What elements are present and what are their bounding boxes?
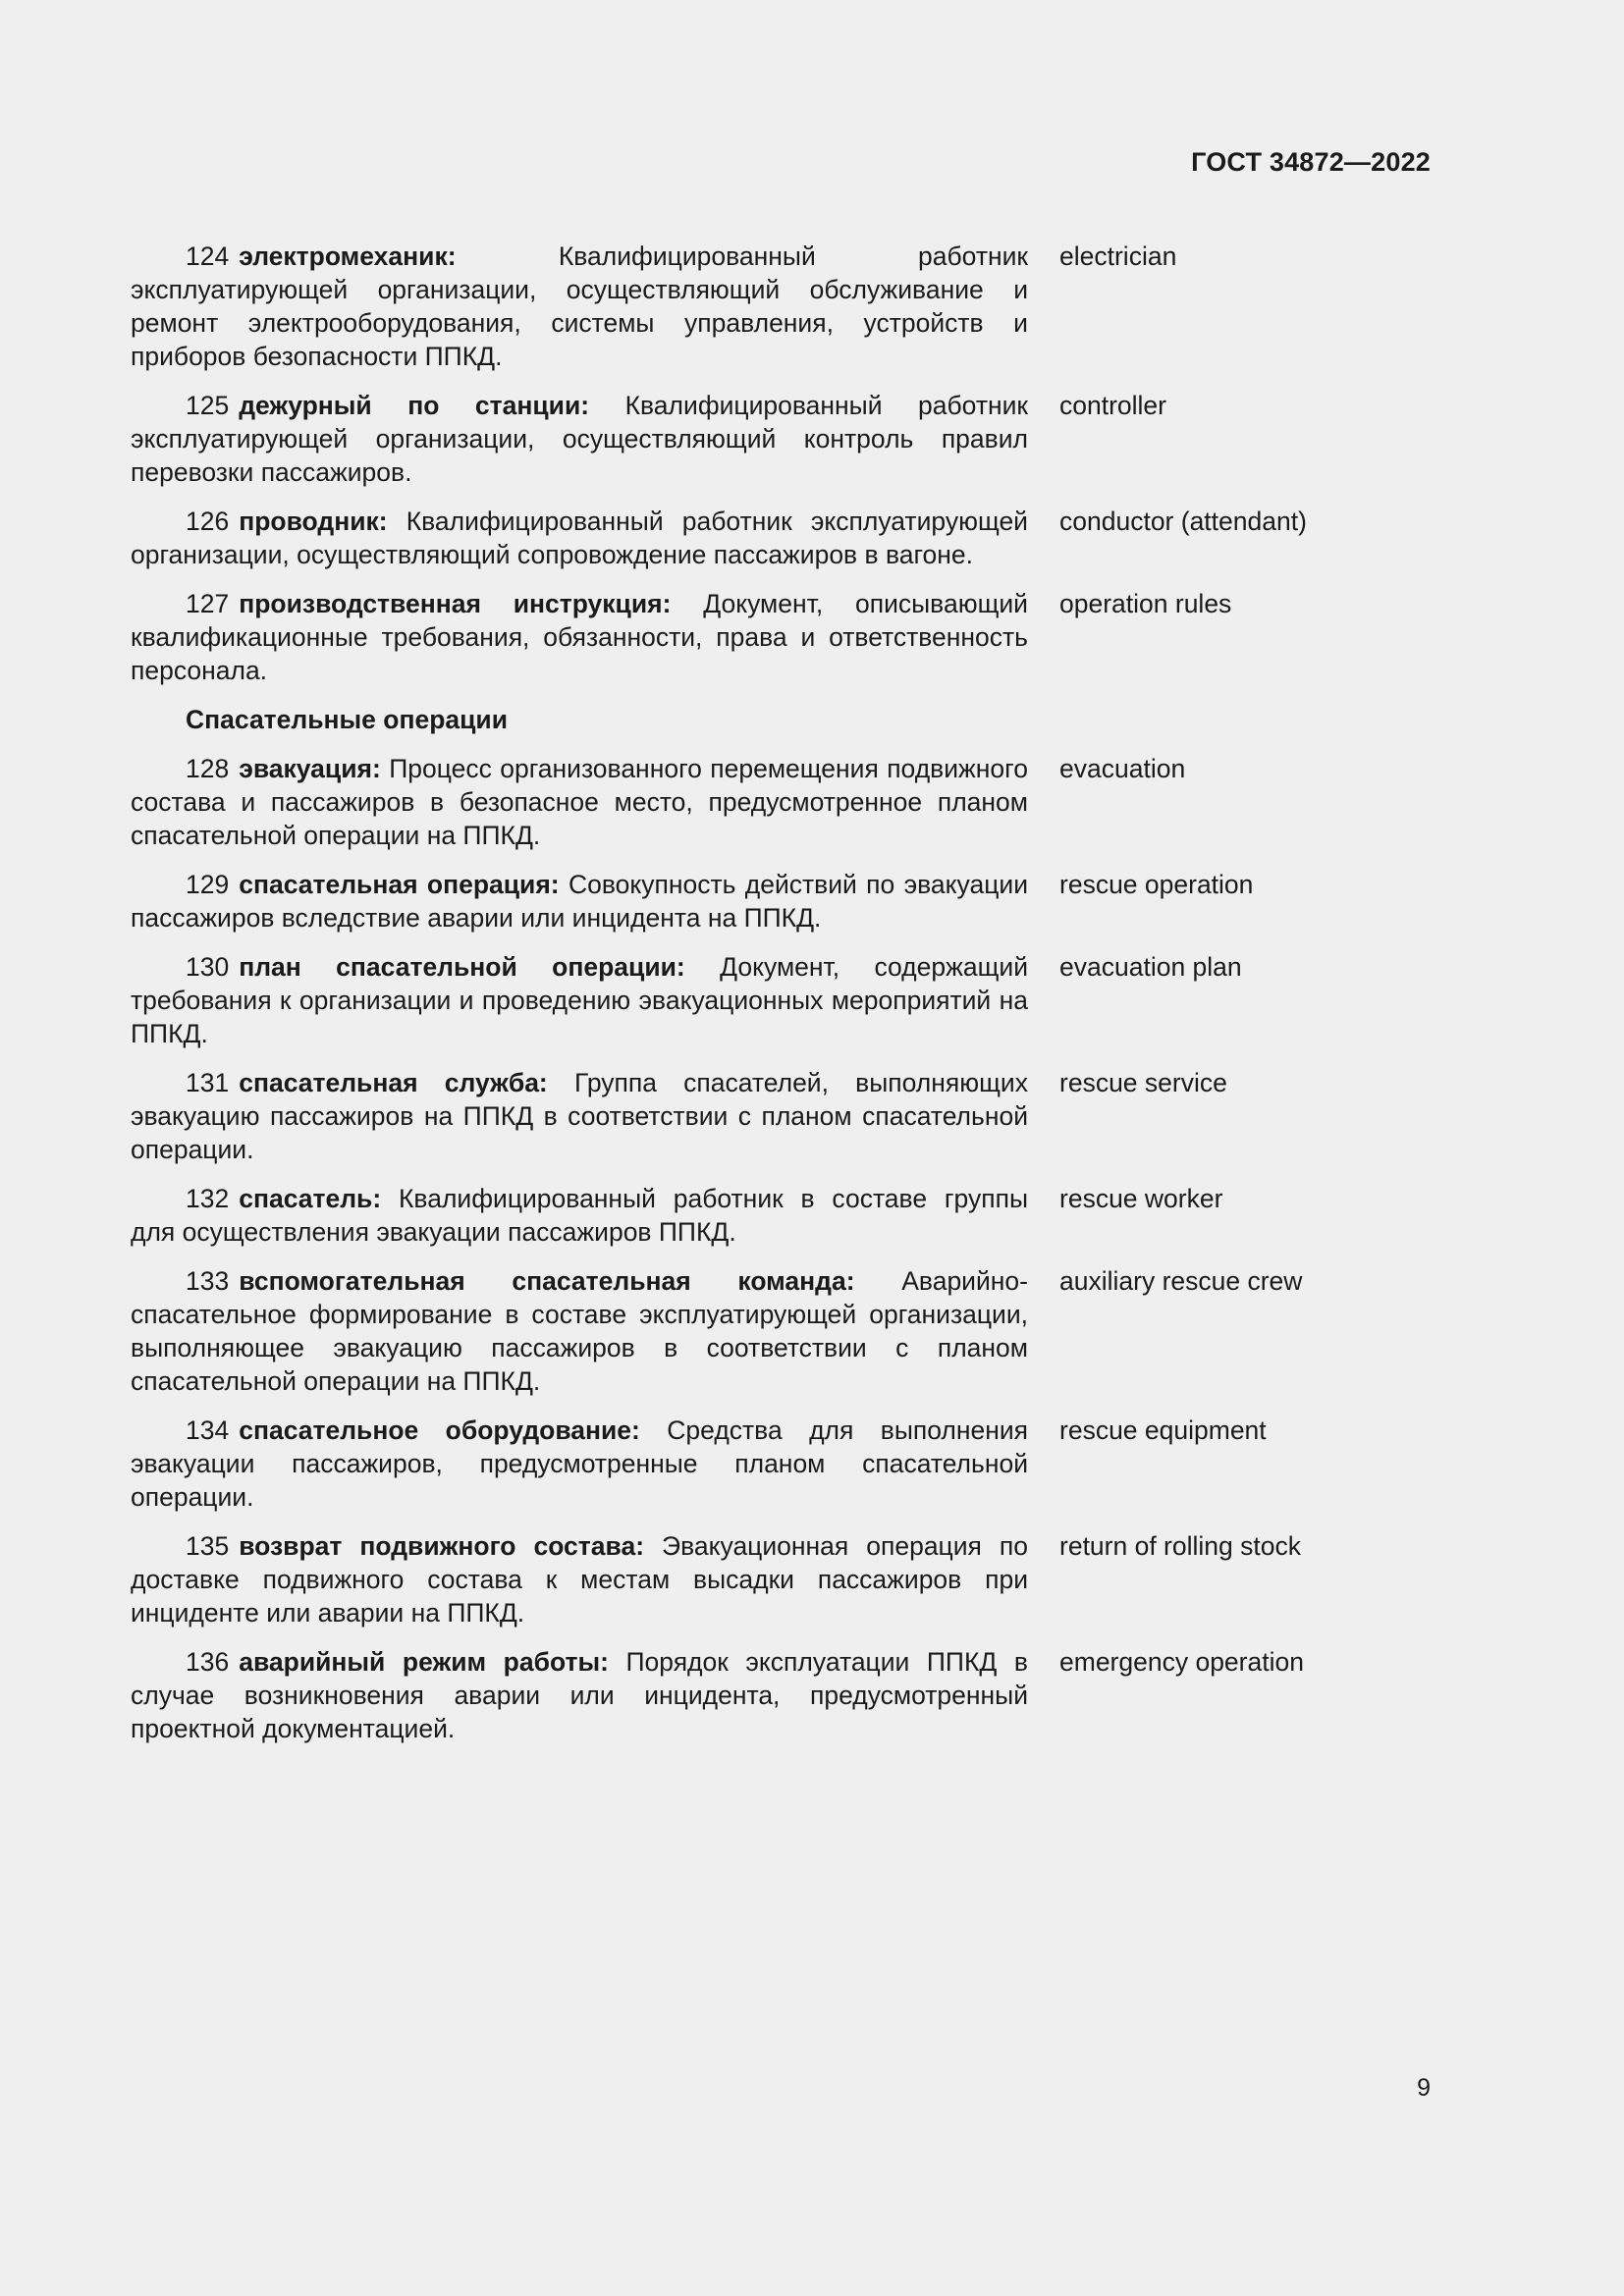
term-entry (131, 1264, 1431, 1398)
term-entry (131, 1529, 1431, 1629)
term-word: спасатель: (239, 1184, 382, 1213)
term-definition-ru (131, 950, 1028, 1050)
term-english: electrician (1059, 241, 1177, 271)
term-english: operation rules (1059, 589, 1232, 618)
term-number: 130 (186, 952, 230, 982)
term-definition-ru (131, 752, 1028, 852)
term-word: эвакуация: (239, 754, 381, 783)
term-definition-ru (131, 1066, 1028, 1166)
term-number: 124 (186, 241, 230, 271)
term-number: 128 (186, 754, 230, 783)
term-entry (131, 505, 1431, 571)
term-definition-text: Документ, содержащий требования к организации и проведению эвакуационных мероприятий на ППКД. (131, 952, 1028, 1048)
term-number: 135 (186, 1531, 230, 1561)
term-english: evacuation (1059, 754, 1186, 783)
term-number: 136 (186, 1647, 230, 1677)
term-word: проводник: (239, 507, 388, 536)
term-word: дежурный по станции: (239, 391, 590, 420)
term-number: 126 (186, 507, 230, 536)
term-entry (131, 1066, 1431, 1166)
term-definition-ru (131, 505, 1028, 571)
term-english: rescue service (1059, 1068, 1227, 1097)
term-english: auxiliary rescue crew (1059, 1266, 1303, 1296)
term-word: план спасательной операции: (239, 952, 685, 982)
term-english: return of rolling stock (1059, 1531, 1301, 1561)
term-definition-ru (131, 1529, 1028, 1629)
term-definition-text: Документ, описывающий квалификационные требования, обязанности, права и ответственность персонала. (131, 589, 1028, 685)
term-word: аварийный режим работы: (239, 1647, 609, 1677)
term-definition-text: Аварийно-спасательное формирование в составе эксплуатирующей организации, выполняющее эвакуацию пассажиров в соответствии с планом спасательной операции на ППКД. (131, 1266, 1028, 1396)
term-number: 134 (186, 1415, 230, 1445)
term-number: 125 (186, 391, 230, 420)
term-entry (131, 950, 1431, 1050)
term-word: спасательная служба: (239, 1068, 548, 1097)
term-english: conductor (attendant) (1059, 507, 1307, 536)
term-word: электромеханик: (239, 241, 457, 271)
term-definition-text: Процесс организованного перемещения подвижного состава и пассажиров в безопасное место, предусмотренное планом спасательной операции на ППКД. (131, 754, 1028, 850)
term-definition-text: Квалифицированный работник в составе группы для осуществления эвакуации пассажиров ППКД. (131, 1184, 1028, 1247)
term-english: rescue worker (1059, 1184, 1223, 1213)
term-entry (131, 240, 1431, 373)
term-definition-text: Порядок эксплуатации ППКД в случае возникновения аварии или инцидента, предусмотренный проектной документацией. (131, 1647, 1028, 1743)
terms-list (131, 240, 1431, 1761)
term-definition-ru (131, 1182, 1028, 1249)
term-definition-text: Средства для выполнения эвакуации пассажиров, предусмотренные планом спасательной операции. (131, 1415, 1028, 1512)
term-entry (131, 389, 1431, 489)
term-definition-text: Группа спасателей, выполняющих эвакуацию пассажиров на ППКД в соответствии с планом спасательной операции. (131, 1068, 1028, 1164)
term-definition-text: Квалифицированный работник эксплуатирующей организации, осуществляющий обслуживание и ремонт электрооборудования, системы управления, устройств и приборов безопасности ППКД. (131, 241, 1028, 371)
term-entry (131, 1182, 1431, 1249)
terms-group-staff (131, 240, 1431, 687)
term-english: rescue operation (1059, 870, 1254, 899)
term-number: 129 (186, 870, 230, 899)
page-number: 9 (1417, 2074, 1431, 2102)
term-definition-text: Квалифицированный работник эксплуатирующей организации, осуществляющий сопровождение пассажиров в вагоне. (131, 507, 1028, 569)
term-number: 127 (186, 589, 230, 618)
term-english: evacuation plan (1059, 952, 1242, 982)
term-definition-ru (131, 240, 1028, 373)
term-word: спасательная операция: (239, 870, 560, 899)
term-definition-text: Совокупность действий по эвакуации пассажиров вследствие аварии или инцидента на ППКД. (131, 870, 1029, 933)
term-word: производственная инструкция: (239, 589, 672, 618)
term-number: 133 (186, 1266, 230, 1296)
term-definition-text: Эвакуационная операция по доставке подвижного состава к местам высадки пассажиров при инциденте или аварии на ППКД. (131, 1531, 1028, 1628)
term-definition-ru (131, 1645, 1028, 1745)
term-number: 131 (186, 1068, 230, 1097)
term-definition-ru (131, 1264, 1028, 1398)
term-definition-ru (131, 868, 1028, 934)
term-definition-ru (131, 587, 1028, 687)
term-word: возврат подвижного состава: (239, 1531, 645, 1561)
term-definition-text: Квалифицированный работник эксплуатирующей организации, осуществляющий контроль правил перевозки пассажиров. (131, 391, 1028, 487)
term-english: rescue equipment (1059, 1415, 1267, 1445)
term-definition-ru (131, 1414, 1028, 1514)
term-english: controller (1059, 391, 1166, 420)
term-word: вспомогательная спасательная команда: (239, 1266, 855, 1296)
term-entry (131, 1414, 1431, 1514)
section-title: Спасательные операции (186, 705, 508, 734)
terms-group-rescue (131, 752, 1431, 1745)
document-header: ГОСТ 34872—2022 (1191, 147, 1431, 177)
term-number: 132 (186, 1184, 230, 1213)
term-entry (131, 1645, 1431, 1745)
term-word: спасательное оборудование: (239, 1415, 640, 1445)
term-definition-ru (131, 389, 1028, 489)
term-english: emergency operation (1059, 1647, 1304, 1677)
term-entry (131, 587, 1431, 687)
term-entry (131, 752, 1431, 852)
term-entry (131, 868, 1431, 934)
